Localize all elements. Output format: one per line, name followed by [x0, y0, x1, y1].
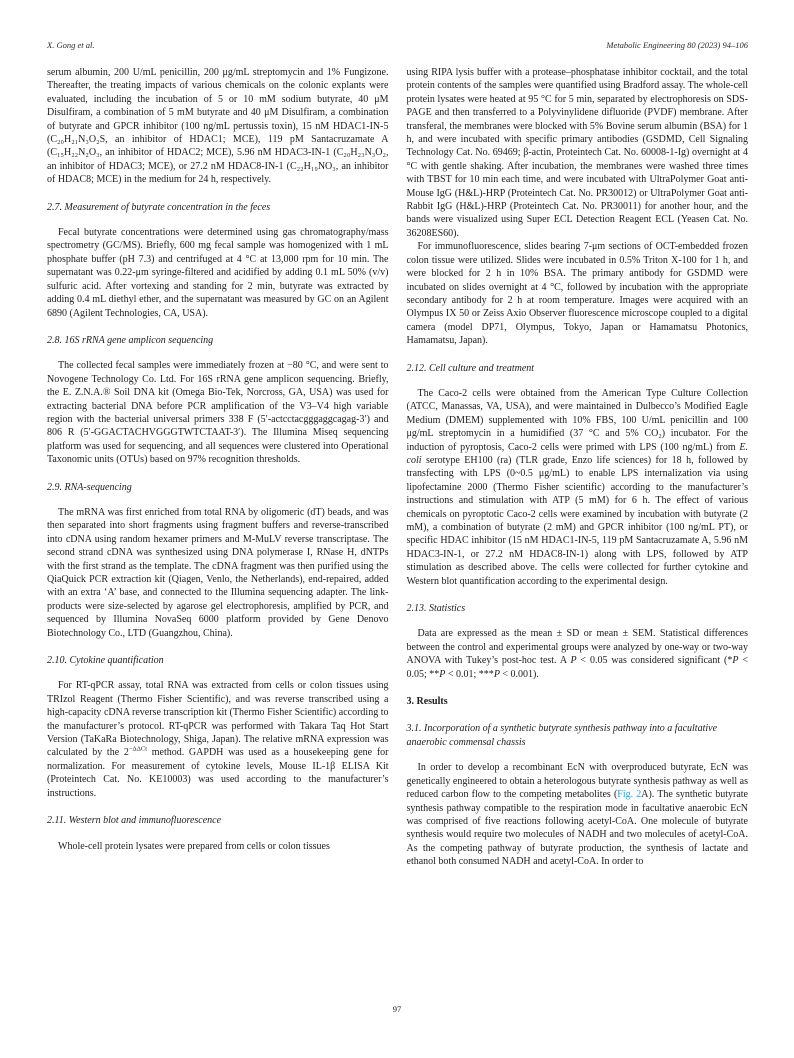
paragraph-western-blot-start: Whole-cell protein lysates were prepared from cells or colon tissues — [58, 840, 330, 852]
text-run: P — [732, 655, 739, 667]
text-run: The Caco-2 cells were obtained from the American Type Culture Collection (ATCC, Manassas, VA, USA), and were maintained in Dulbecco’s Modified Eagle Medium (DMEM) supplemented with 10% FBS, 100 U/mL penicillin and 100 μg/mL streptomycin in a humidified (37 °C and 5% CO₂) incubator. For the induction of pyroptosis, Caco-2 cells were primed with LPS (100 ng/mL) from — [406, 387, 748, 453]
paragraph-western-blot-continuation: using RIPA lysis buffer with a protease–phosphatase inhibitor cocktail, and the total protein contents of the samples were quantified using Bradford assay. The whole-cell protein lysates were heated at 95 °C for 5 min, separated by electrophoresis on SDS-PAGE and then transferred to a Polyvinylidene difluoride (PVDF) membrane. After transferal, the membranes were blocked with 5% Bovine serum albumin (BSA) for 1 h, and were incubated with specific primary antibodies (GSDMD, Cell Signaling Technology Cat. No. 69469; β-actin, Proteintech Cat. No. 60008-1-Ig) overnight at 4 °C with gentle shaking. After incubation, the membranes were washed three times with TBST for 10 min each time, and were incubated with UltraPolymer Goat anti-Mouse IgG (H&L)-HRP (Proteintech Cat. No. PR30012) or UltraPolymer Goat anti-Rabbit IgG (H&L)-HRP (Proteintech Cat. No. PR30011) for another hour, and the bands were visualized using Super ECL Detection Reagent ECL (Yeasen Cat. No. 36208ES60). — [406, 67, 748, 239]
running-head — [47, 40, 748, 50]
paragraph-results-3-1 — [407, 761, 749, 868]
text-run: < 0.001). — [499, 668, 539, 680]
section-heading-3-results: 3. Results — [406, 696, 448, 708]
right-column — [407, 66, 749, 869]
section-heading-2-7: 2.7. Measurement of butyrate concentration in the feces — [47, 201, 271, 213]
running-head-author: X. Gong et al. — [47, 40, 95, 50]
section-heading-2-12: 2.12. Cell culture and treatment — [406, 362, 535, 374]
section-heading-2-9: 2.9. RNA-sequencing — [47, 481, 132, 493]
text-run: method. GAPDH was used as a housekeeping gene for normalization. For measurement of cytokine levels, Mouse IL-1β ELISA Kit (Proteintech Cat. No. KE10003) was used according to the manufacturer’s instructions. — [47, 747, 389, 799]
paragraph-cytokine-quantification — [47, 679, 389, 800]
text-run: Data are expressed as the mean ± SD or mean ± SEM. Statistical differences between the control and experimental groups were analyzed by one-way or two-way ANOVA with Tukey’s post-hoc test. A — [406, 628, 748, 667]
left-column — [47, 66, 389, 869]
text-run: < 0.01; *** — [445, 668, 494, 680]
text-run: A). The synthetic butyrate synthesis pathway compatible to the respiration mode in facultative anaerobic EcN was comprised of five reactions following acetyl-CoA. One molecule of butyrate synthesis would require two molecules of NADH and two molecules of acetyl-CoA. As the competing pathway of butyrate production, the synthesis of lactate and ethanol both consumed NADH and acetyl-CoA. In order to — [406, 789, 748, 868]
paragraph-methods-continuation: serum albumin, 200 U/mL penicillin, 200 μg/mL streptomycin and 1% Fungizone. Thereafter, the treating impacts of various chemicals on the colonic explants were evaluated, including the incubation of 5 or 10 mM sodium butyrate, 40 μM Disulfiram, a combination of 5 mM butyrate and 40 μM Disulfiram, a combination of butyrate and GPCR inhibitor (100 ng/mL pertussis toxin), 15 nM HDAC1-IN-5 (C₂₀H₂₁N₃O₂S, an inhibitor of HDAC1; MCE), 119 pM Santacruzamate A (C₁₅H₂₂N₂O₃, an inhibitor of HDAC2; MCE), 5.96 nM HDAC3-IN-1 (C₂₀H₂₃N₃O₂, an inhibitor of HDAC3; MCE), or 27.2 nM HDAC8-IN-1 (C₂₂H₁₉NO₃, an inhibitor of HDAC8; MCE) in the medium for 24 h, respectively. — [47, 67, 389, 186]
paragraph-fecal-butyrate: Fecal butyrate concentrations were determined using gas chromatography/mass spectrometry (GC/MS). Briefly, 600 mg fecal sample was homogenized with 1 mL phosphate buffer (pH 7.3) and centrifuged at 4 °C at 13,000 rpm for 10 min. The supernatant was 0.22-μm syringe-filtered and acidified by adding 0.1 mL 50% (v/v) sulfuric acid. After vortexing and standing for 2 min, butyrate was extracted by adding 0.4 mL diethyl ether, and the supernatant was measured by GC on an Agilent 6890 (Agilent Technologies, CA, USA). — [47, 227, 389, 319]
text-run: P — [493, 668, 500, 680]
section-heading-2-13: 2.13. Statistics — [406, 603, 466, 615]
two-column-body — [47, 66, 748, 869]
paragraph-16s-sequencing: The collected fecal samples were immediately frozen at −80 °C, and were sent to Novogene Technology Co. Ltd. For 16S rRNA gene amplicon sequencing. Briefly, the E. Z.N.A.® Soil DNA kit (Omega Bio-Tek, Norcross, GA, USA) was used for extracting bacterial DNA before PCR amplification of the V3–V4 high variable region with the bacterial universal primers 338 F (5′-actcctacgggaggcagag-3′) and 806 R (5′-GGACTACHVGGGTWTCTAAT-3′). The Illumina Miseq sequencing platform was used for sequencing, and all sequences were clustered into Operational Taxonomic units (OTUs) based on 97% recognition thresholds. — [47, 360, 389, 466]
paragraph-cell-culture — [407, 387, 749, 588]
section-heading-2-8: 2.8. 16S rRNA gene amplicon sequencing — [47, 334, 214, 346]
page-number: 97 — [392, 1004, 402, 1014]
section-heading-3-1: 3.1. Incorporation of a synthetic butyrate synthesis pathway into a facultative anaerobic commensal chassis — [406, 723, 718, 748]
text-run: < 0.05; ** — [406, 655, 748, 680]
text-run: E. coli — [406, 441, 748, 466]
paragraph-immunofluorescence: For immunofluorescence, slides bearing 7-μm sections of OCT-embedded frozen colon tissue were utilized. Slides were incubated in 0.5% Triton X-100 for 1 h, and were blocked for 2 h in 10% BSA. The primary antibody for GSDMD were incubated on slides overnight at 4 °C, followed by incubation with the appropriate secondary antibody for 2 h at room temperature. Images were acquired with an Olympus IX 50 or Zeiss Axio Observer fluorescence microscope coupled to a digital camera (model DP71, Olympus, Tokyo, Japan or Hamamatsu Photonics, Hamamatsu, Japan). — [406, 241, 748, 347]
text-run: P — [439, 668, 446, 680]
text-run: < 0.05 was considered significant (* — [576, 655, 733, 667]
paragraph-statistics — [407, 627, 749, 681]
fig-2-link[interactable]: Fig. 2 — [617, 789, 642, 801]
section-heading-2-10: 2.10. Cytokine quantification — [47, 655, 164, 667]
running-head-journal: Metabolic Engineering 80 (2023) 94–106 — [606, 40, 748, 50]
text-run: −ΔΔCt — [128, 746, 148, 754]
text-run: In order to develop a recombinant EcN with overproduced butyrate, EcN was genetically engineered to obtain a heterologous butyrate synthesis pathway as well as reduced carbon flow to the competing metabolites ( — [406, 762, 748, 801]
paragraph-rna-sequencing: The mRNA was first enriched from total RNA by oligomeric (dT) beads, and was then separated into short fragments using fragment buffers and reverse-transcribed into cDNA using random hexamer primers and M-MuLV reverse transcriptase. The second strand cDNA was synthesized using DNA polymerase I, RNase H, dNTPs with the first strand as the template. The cDNA fragment was then purified using the QiaQuick PCR extraction kit (Qiagen, Venlo, the Netherlands), end-repaired, added with an extra ‘A’ base, and connected to the Illumina sequencing adapter. The link-products were size-selected by agarose gel electrophoresis, amplified by PCR, and sequenced by Illumina NovaSeq 6000 platform provided by Gene Denovo Biotechnology Co., LTD (Guangzhou, China). — [47, 506, 389, 639]
text-run: P — [570, 655, 577, 667]
page-footer — [0, 1004, 794, 1014]
section-heading-2-11: 2.11. Western blot and immunofluorescence — [47, 815, 222, 827]
text-run: For RT-qPCR assay, total RNA was extracted from cells or colon tissues using TRIzol Reagent (Thermo Fisher Scientific), and was reverse transcribed using a high-capacity cDNA reverse transcription kit (Thermo Fisher Scientific) according to the manufacturer’s protocol. RT-qPCR was performed with Takara Taq Hot Start Version (TaKaRa Biotechnology, Shiga, Japan). The relative mRNA expression was calculated by the 2 — [47, 680, 389, 759]
text-run: serotype EH100 (ra) (TLR grade, Enzo life sciences) for 18 h, followed by transfecting with LPS (0~0.5 μg/mL) to enable LPS internalization via using lipofectamine 2000 (Thermo Fisher scientific) according to the manufacturer’s instructions and stimulation with ATP (5 mM) for 6 h. The effect of various chemicals on pyroptotic Caco-2 cells were examined by incubation with butyrate (2 mM), a combination of butyrate (2 mM) and GPCR inhibitor (100 ng/mL PT), or specific HDAC inhibitor (15 nM HDAC1-IN-5, 119 pM Santacruzamate A, 5.96 nM HDAC3-IN-1, or 27.2 nM HDAC8-IN-1) along with LPS, followed by ATP stimulation as described above. The cells were collected for further cytokine and Western blot quantification according to the experimental design. — [406, 454, 748, 587]
